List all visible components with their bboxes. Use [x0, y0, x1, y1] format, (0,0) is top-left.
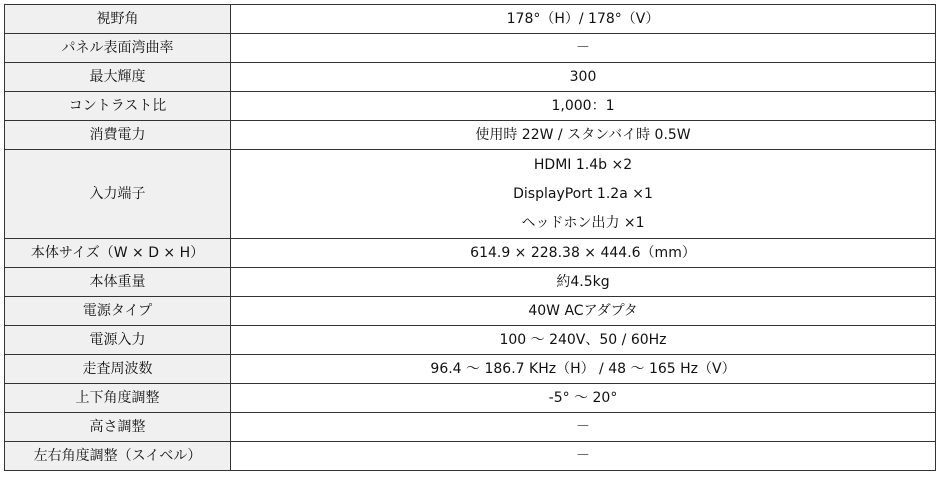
spec-value: －	[231, 34, 936, 63]
spec-label: 本体重量	[5, 268, 231, 297]
spec-value: －	[231, 413, 936, 442]
spec-value: -5° ～ 20°	[231, 384, 936, 413]
table-row	[5, 34, 936, 63]
spec-label: コントラスト比	[5, 92, 231, 121]
spec-label: 上下角度調整	[5, 384, 231, 413]
spec-label: 走査周波数	[5, 355, 231, 384]
table-row	[5, 239, 936, 268]
spec-value-line: ヘッドホン出力 ×1	[521, 214, 645, 231]
table-row	[5, 326, 936, 355]
spec-value-line: DisplayPort 1.2a ×1	[513, 185, 653, 202]
spec-value: 1,000：1	[231, 92, 936, 121]
table-row	[5, 384, 936, 413]
table-row	[5, 5, 936, 34]
spec-label: 高さ調整	[5, 413, 231, 442]
table-row	[5, 150, 936, 239]
spec-value: 約4.5kg	[231, 268, 936, 297]
spec-label: 入力端子	[5, 150, 231, 239]
spec-label: 消費電力	[5, 121, 231, 150]
table-row	[5, 297, 936, 326]
table-row	[5, 121, 936, 150]
spec-value-line: HDMI 1.4b ×2	[533, 156, 633, 173]
table-row	[5, 63, 936, 92]
table-row	[5, 442, 936, 471]
spec-label: 本体サイズ（W × D × H）	[5, 239, 231, 268]
spec-value: 100 ～ 240V、50 / 60Hz	[231, 326, 936, 355]
spec-value: 使用時 22W / スタンバイ時 0.5W	[231, 121, 936, 150]
table-row	[5, 355, 936, 384]
spec-value: 40W ACアダプタ	[231, 297, 936, 326]
spec-label: パネル表面湾曲率	[5, 34, 231, 63]
spec-value: 300	[231, 63, 936, 92]
spec-label: 最大輝度	[5, 63, 231, 92]
spec-value-multiline	[231, 150, 936, 239]
table-row	[5, 413, 936, 442]
spec-value: 178°（H）/ 178°（V）	[231, 5, 936, 34]
spec-label: 電源タイプ	[5, 297, 231, 326]
spec-value: 96.4 ～ 186.7 KHz（H） / 48 ～ 165 Hz（V）	[231, 355, 936, 384]
spec-label: 視野角	[5, 5, 231, 34]
spec-value: 614.9 × 228.38 × 444.6（mm）	[231, 239, 936, 268]
spec-label: 左右角度調整（スイベル）	[5, 442, 231, 471]
spec-value: －	[231, 442, 936, 471]
table-row	[5, 268, 936, 297]
table-row	[5, 92, 936, 121]
spec-label: 電源入力	[5, 326, 231, 355]
spec-table	[4, 4, 936, 471]
